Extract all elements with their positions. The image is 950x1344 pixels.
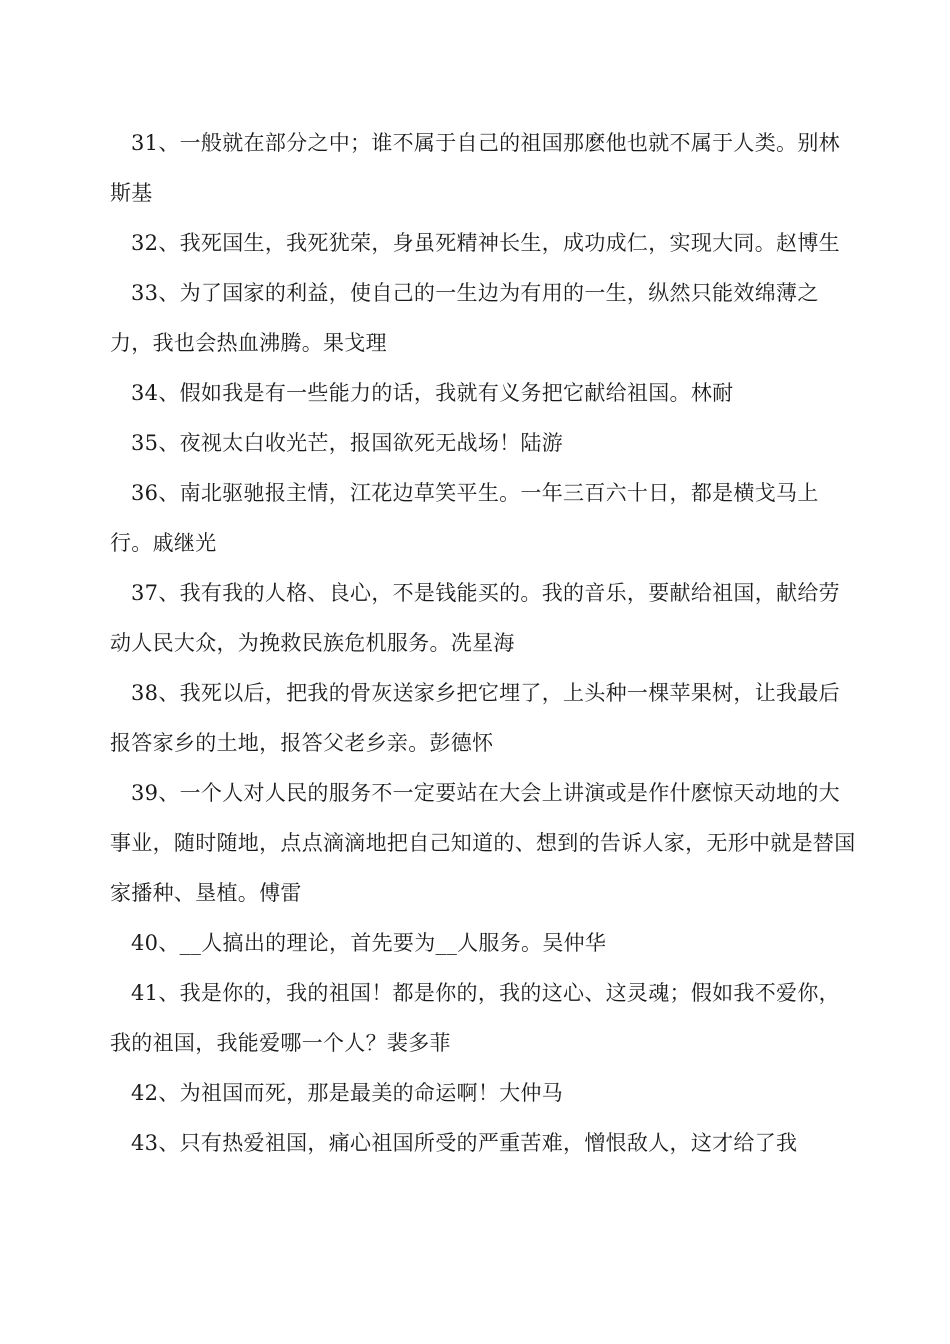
- paragraph-31: 31、一般就在部分之中；谁不属于自己的祖国那麽他也就不属于人类。别林斯基: [110, 131, 840, 205]
- paragraph-33: 33、为了国家的利益，使自己的一生边为有用的一生，纵然只能效绵薄之力，我也会热血沸腾。果戈理: [110, 281, 819, 355]
- paragraph-37: 37、我有我的人格、良心，不是钱能买的。我的音乐，要献给祖国，献给劳动人民大众，为挽救民族危机服务。冼星海: [110, 581, 840, 655]
- paragraph-32: 32、我死国生，我死犹荣，身虽死精神长生，成功成仁，实现大同。赵博生: [131, 231, 840, 255]
- paragraph-40: 40、__人搞出的理论，首先要为__人服务。吴仲华: [131, 931, 607, 955]
- paragraph-34: 34、假如我是有一些能力的话，我就有义务把它献给祖国。林耐: [131, 381, 734, 405]
- paragraph-43: 43、只有热爱祖国，痛心祖国所受的严重苦难，憎恨敌人，这才给了我: [131, 1131, 798, 1155]
- paragraph-42: 42、为祖国而死，那是最美的命运啊！大仲马: [131, 1081, 564, 1105]
- paragraph-38: 38、我死以后，把我的骨灰送家乡把它埋了，上头种一棵苹果树，让我最后报答家乡的土地，报答父老乡亲。彭德怀: [110, 681, 840, 755]
- paragraph-36: 36、南北驱驰报主情，江花边草笑平生。一年三百六十日，都是横戈马上行。戚继光: [110, 481, 819, 555]
- document-body: [110, 118, 858, 1168]
- paragraph-39: 39、一个人对人民的服务不一定要站在大会上讲演或是作什麽惊天动地的大事业，随时随地，点点滴滴地把自己知道的、想到的告诉人家，无形中就是替国家播种、垦植。傅雷: [110, 781, 856, 905]
- paragraph-41: 41、我是你的，我的祖国！都是你的，我的这心、这灵魂；假如我不爱你，我的祖国，我能爱哪一个人？裴多菲: [110, 981, 840, 1055]
- paragraph-35: 35、夜视太白收光芒，报国欲死无战场！陆游: [131, 431, 564, 455]
